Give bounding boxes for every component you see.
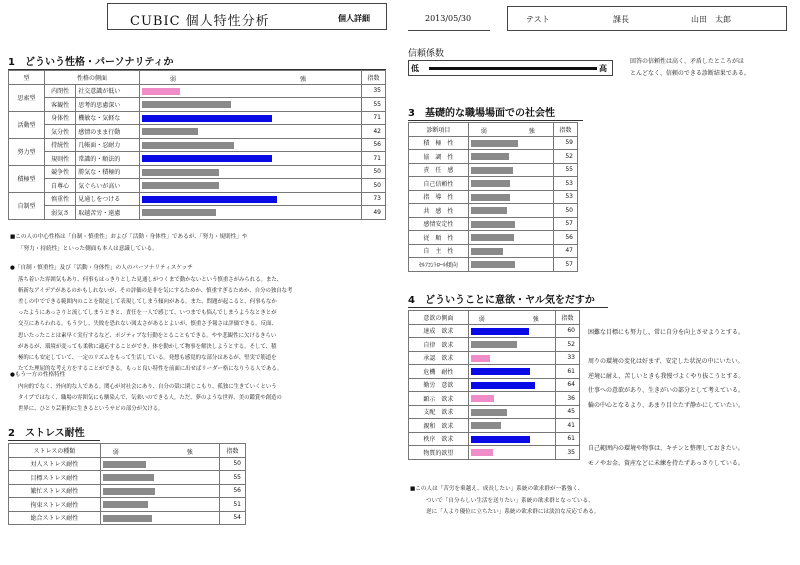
personality-group: 活動型 (9, 111, 45, 138)
motivation-bar-cell (468, 338, 555, 352)
personality-bar (142, 128, 198, 135)
reliability-gauge (429, 67, 597, 70)
personality-index: 50 (362, 165, 386, 179)
stress-label: 繁忙ストレス耐性 (9, 484, 101, 498)
personality-bar-cell (140, 206, 362, 220)
personality-bar-cell (140, 98, 362, 112)
personality-aspect: 規則性 (45, 152, 76, 166)
motivation-index: 36 (556, 392, 580, 406)
social-label: 自己信頼性 (409, 177, 469, 191)
stress-row (9, 498, 246, 512)
motivation-index: 41 (556, 419, 580, 433)
social-row (409, 150, 578, 164)
motivation-row (409, 419, 580, 433)
social-row (409, 244, 578, 258)
personality-index: 71 (362, 152, 386, 166)
stress-index: 56 (220, 484, 246, 498)
personality-index: 56 (362, 138, 386, 152)
stress-bar-cell (100, 471, 219, 485)
motivation-bar-cell (468, 392, 555, 406)
personality-group: 積極型 (9, 165, 45, 192)
social-col-index: 指数 (554, 123, 578, 137)
social-bar (471, 221, 515, 228)
social-index: 47 (554, 244, 578, 258)
social-row (409, 217, 578, 231)
social-index: 50 (554, 204, 578, 218)
motivation-index: 61 (556, 432, 580, 446)
stress-col-index: 指数 (220, 444, 246, 458)
personality-desc: 常識的・順法的 (76, 152, 140, 166)
motivation-bar-cell (468, 446, 555, 460)
personality-desc: 取越苦労・遠慮 (76, 206, 140, 220)
personality-row (9, 125, 386, 139)
stress-bar (103, 488, 155, 495)
social-label: 自 主 性 (409, 244, 469, 258)
stress-label: 対人ストレス耐性 (9, 457, 101, 471)
social-bar (471, 153, 509, 160)
social-label: ｾﾙﾌｺﾝﾄﾛｰﾙ傾向 (409, 258, 469, 272)
social-bar (471, 234, 514, 241)
other-line: 世界に、ひとり芸術的に生きるというサビの部分が欠ける。 (18, 405, 164, 412)
motivation-rows (409, 324, 580, 459)
section3-title: 3 基礎的な職場場面での社会性 (408, 104, 583, 121)
social-bar-cell (468, 204, 553, 218)
personality-aspect: 弱気さ (45, 206, 76, 220)
mot-col-scale (468, 311, 555, 325)
other-line: タイプではなく、職場の雰囲気にも馴染んで、気楽いのできる人。ただ、夢のような世界、美の鑑賞や創造の (18, 394, 282, 401)
col-scale (140, 71, 362, 85)
motivation-bar (471, 449, 493, 456)
motivation-row (409, 392, 580, 406)
personality-row (9, 152, 386, 166)
motivation-label: 達成 欲求 (409, 324, 469, 338)
personality-aspect: 慎重性 (45, 192, 76, 206)
social-rows (409, 136, 578, 271)
stress-col-kind: ストレスの種類 (9, 444, 101, 458)
section4-title: 4 どういうことに意欲・ヤル気をだすか (408, 291, 608, 308)
personality-index: 42 (362, 125, 386, 139)
reliability-text-line1: 回答の信頼性は高く、矛盾したところがほ (630, 58, 744, 65)
sketch-line: 落ち着いた雰囲気もあり、何事もはっきりとした見通しがつくまで動かないという慎重さがみられる。また、 (18, 276, 283, 283)
personality-desc: 思考的思慮深い (76, 98, 140, 112)
motivation-label: 勤労 意欲 (409, 378, 469, 392)
stress-bar-cell (100, 457, 219, 471)
social-bar-cell (468, 244, 553, 258)
reliability-high: 高 (599, 64, 607, 73)
motivation-row (409, 338, 580, 352)
personality-aspect: 客観性 (45, 98, 76, 112)
mot-col-index: 指数 (556, 311, 580, 325)
personality-aspect: 持続性 (45, 138, 76, 152)
motivation-bar (471, 422, 501, 429)
motivation-bar (471, 395, 494, 402)
social-col-scale (468, 123, 553, 137)
personality-bar-cell (140, 192, 362, 206)
motivation-label: 承認 欲求 (409, 351, 469, 365)
personality-bar (142, 209, 216, 216)
page-title: CUBIC 個人特性分析 (130, 14, 270, 29)
motivation-index: 60 (556, 324, 580, 338)
personality-desc: 機敏な・気軽な (76, 111, 140, 125)
social-bar (471, 207, 507, 214)
stress-label: 総合ストレス耐性 (9, 511, 101, 525)
mot-col-aspect: 意欲の側面 (409, 311, 469, 325)
personality-bar (142, 196, 277, 203)
personality-index: 35 (362, 84, 386, 98)
social-row (409, 231, 578, 245)
personality-bar (142, 115, 272, 122)
personality-index: 55 (362, 98, 386, 112)
motivation-bar-cell (468, 378, 555, 392)
personality-bar-cell (140, 165, 362, 179)
motivation-note-line3: 逆に「人より優位に立ちたい」系統の欲求群には淡泊な反応である。 (426, 509, 600, 515)
personality-index: 49 (362, 206, 386, 220)
social-row (409, 163, 578, 177)
mot-strong-label: 強 (532, 316, 539, 323)
motivation-label: 秩序 欲求 (409, 432, 469, 446)
motivation-index: 64 (556, 378, 580, 392)
personality-group: 努力型 (9, 138, 45, 165)
weak-label: 弱 (170, 76, 177, 83)
motivation-comment: 逆境に耐え、苦しいときも我慢づよくやり抜こうとする。 (588, 372, 745, 380)
other-body (10, 382, 390, 416)
social-row (409, 190, 578, 204)
sketch-line: 思いたったことは素早く実行するなど、ポジティブな行動をとることもできる。やや悲観性に欠けるきらい (18, 332, 277, 339)
personality-bar (142, 182, 219, 189)
social-index: 57 (554, 217, 578, 231)
sketch-line: 差しの中でできる範囲内のことを限定して表現してしまう傾向がある。また、問題が起こると、何事もなか (18, 298, 277, 305)
social-label: 従 順 性 (409, 231, 469, 245)
motivation-note (410, 484, 790, 519)
motivation-row (409, 432, 580, 446)
personality-row (9, 98, 386, 112)
stress-row (9, 484, 246, 498)
stress-weak-label: 弱 (112, 449, 119, 456)
motivation-index: 33 (556, 351, 580, 365)
social-bar-cell (468, 163, 553, 177)
motivation-index: 52 (556, 338, 580, 352)
social-label: 積 極 性 (409, 136, 469, 150)
motivation-comment: 自己範囲内の環境や物事は、キチンと整理しておきたい。 (588, 445, 744, 452)
sketch-line: があるが、環境が変っても柔軟に適応することができ、体を動かして物事を解決しようとする。そして、積 (18, 343, 277, 350)
social-label: 協 調 性 (409, 150, 469, 164)
personality-bar-cell (140, 84, 362, 98)
col-type: 型 (9, 71, 45, 85)
personality-desc: 社交意識が低い (76, 84, 140, 98)
social-bar-cell (468, 190, 553, 204)
page-subtitle: 個人詳細 (338, 14, 370, 23)
section2-title: 2 ストレス耐性 (8, 424, 100, 441)
personality-index: 50 (362, 179, 386, 193)
other-line: 内向的でなく、外向的な人である。関心が対社会にあり、自分の殻に閉じこもり、孤独に生きていくという (18, 383, 277, 390)
stress-col-scale (100, 444, 219, 458)
personality-note (10, 232, 388, 255)
motivation-bar (471, 382, 535, 389)
motivation-bar (471, 436, 530, 443)
sketch-title: ●「自制・慎重性」及び「活動・身体性」の人のパーソナリティスケッチ (10, 265, 193, 271)
stress-bar (103, 515, 152, 522)
motivation-label: 顕示 欲求 (409, 392, 469, 406)
social-index: 59 (554, 136, 578, 150)
social-index: 55 (554, 163, 578, 177)
personality-aspect: 競争性 (45, 165, 76, 179)
personality-bar (142, 155, 272, 162)
motivation-comment: モノやお金、資産などに未練を持たずあっさりしている。 (588, 459, 744, 467)
social-index: 52 (554, 150, 578, 164)
motivation-bar-cell (468, 365, 555, 379)
social-row (409, 258, 578, 272)
social-row (409, 136, 578, 150)
social-row (409, 204, 578, 218)
social-index: 53 (554, 190, 578, 204)
social-label: 指 導 性 (409, 190, 469, 204)
motivation-comment: 仕事への意欲があり、生きがいの部分として考えている。 (588, 387, 745, 394)
personality-row (9, 192, 386, 206)
mot-weak-label: 弱 (478, 316, 485, 323)
reliability-text (630, 56, 750, 80)
motivation-label: 危機 耐性 (409, 365, 469, 379)
personality-rows (9, 84, 386, 219)
header-title-box (107, 3, 387, 30)
motivation-label: 親和 欲求 (409, 419, 469, 433)
personality-aspect: 気分性 (45, 125, 76, 139)
social-row (409, 177, 578, 191)
stress-bar-cell (100, 484, 219, 498)
date-underline (408, 30, 490, 31)
motivation-bar-cell (468, 405, 555, 419)
personality-row (9, 84, 386, 98)
sketch-line: ったようにあっさりと流してしまうときと、責任を一人で感じて、いつまでも悩んでしまうようなときとが (18, 310, 277, 317)
motivation-bar-cell (468, 324, 555, 338)
personality-bar (142, 88, 180, 95)
motivation-bar (471, 368, 530, 375)
personality-group: 自制型 (9, 192, 45, 219)
social-bar (471, 180, 511, 187)
social-label: 責 任 感 (409, 163, 469, 177)
stress-bar (103, 474, 154, 481)
sketch-line: たてた理屈的な考え方をすることができる。もっと良い特性を前面に出せばリーダー格になりうる人である。 (18, 366, 283, 373)
motivation-index: 35 (556, 446, 580, 460)
sketch-body (10, 275, 390, 376)
strong-label: 強 (300, 76, 307, 83)
stress-strong-label: 強 (186, 449, 193, 456)
stress-table (8, 443, 246, 525)
stress-index: 54 (220, 511, 246, 525)
personality-bar-cell (140, 125, 362, 139)
motivation-label: 支配 欲求 (409, 405, 469, 419)
motivation-comment: 輪の中心となるより、あまり目立たず静かにしていたい。 (588, 401, 745, 409)
personality-bar (142, 142, 234, 149)
sketch-line: 交互にあらわれる。もう少し、失敗を恐れない図太さがあるとよいが、慎重さ予報さは評価できる。反面、 (18, 321, 277, 328)
motivation-row (409, 351, 580, 365)
sketch-line: 斬新なアイデアがあるのかもしれないが、その評価の是非を気にするためか、慎重すぎるためか、自分の独自な考 (18, 287, 293, 294)
motivation-row (409, 365, 580, 379)
reliability-text-line2: とんどなく、信頼のできる診断結果である。 (630, 70, 750, 77)
personality-row (9, 179, 386, 193)
personality-bar (142, 101, 231, 108)
reliability-low: 低 (411, 64, 419, 73)
personality-row (9, 206, 386, 220)
social-index: 53 (554, 177, 578, 191)
social-bar-cell (468, 258, 553, 272)
reliability-title: 信頼係数 (408, 49, 445, 59)
section1-title: 1 どういう性格・パーソナリティか (8, 53, 386, 70)
motivation-label: 自律 欲求 (409, 338, 469, 352)
stress-row (9, 457, 246, 471)
motivation-bar-cell (468, 432, 555, 446)
social-index: 57 (554, 258, 578, 272)
social-bar (471, 261, 515, 268)
personality-index: 71 (362, 111, 386, 125)
motivation-table (408, 310, 580, 460)
social-bar-cell (468, 231, 553, 245)
personality-row (9, 111, 386, 125)
personality-row (9, 138, 386, 152)
personality-desc: 感情のまま行動 (76, 125, 140, 139)
sketch-block (10, 263, 390, 375)
personality-aspect: 自尊心 (45, 179, 76, 193)
social-label: 共 感 性 (409, 204, 469, 218)
name-label: テスト (526, 15, 550, 24)
reliability-bar (408, 60, 613, 76)
report-date: 2013/05/30 (425, 14, 472, 23)
stress-index: 55 (220, 471, 246, 485)
stress-rows (9, 457, 246, 525)
social-bar (471, 167, 513, 174)
stress-row (9, 471, 246, 485)
other-block (10, 370, 390, 415)
motivation-index: 45 (556, 405, 580, 419)
motivation-bar (471, 341, 517, 348)
social-bar-cell (468, 217, 553, 231)
motivation-row (409, 405, 580, 419)
col-index: 指数 (362, 71, 386, 85)
motivation-row (409, 378, 580, 392)
social-index: 56 (554, 231, 578, 245)
motivation-index: 61 (556, 365, 580, 379)
personality-desc: 見通しをつける (76, 192, 140, 206)
stress-bar-cell (100, 498, 219, 512)
stress-label: 拘束ストレス耐性 (9, 498, 101, 512)
personality-desc: 勝気な・積極的 (76, 165, 140, 179)
personality-desc: 几帳面・忍耐力 (76, 138, 140, 152)
personality-bar-cell (140, 138, 362, 152)
social-strong-label: 強 (528, 128, 535, 135)
motivation-bar-cell (468, 419, 555, 433)
person-name: 山田 太郎 (691, 15, 731, 24)
person-box (507, 6, 787, 31)
motivation-row (409, 324, 580, 338)
motivation-bar (471, 328, 529, 335)
personality-bar (142, 169, 219, 176)
motivation-note-line1: ■この人は「苦労を乗越え、成長したい」系統の欲求群が一番強く、 (410, 486, 584, 492)
personality-desc: 気ぐらいが高い (76, 179, 140, 193)
col-aspect: 性格の側面 (45, 71, 140, 85)
motivation-label: 物質的欲望 (409, 446, 469, 460)
position: 課長 (613, 15, 629, 24)
stress-row (9, 511, 246, 525)
motivation-comment: 周りの環境の変化は好まず、安定した状況の中にいたい。 (588, 358, 744, 365)
motivation-comment: 困難な目標にも努力し、常に自分を向上させようとする。 (588, 329, 745, 336)
social-table (408, 122, 578, 272)
personality-aspect: 内閉性 (45, 84, 76, 98)
stress-bar (103, 461, 147, 468)
personality-note-line1: ■この人の中心性格は「自制・慎重性」および「活動・身体性」であるが、「努力・規則性」や (10, 234, 248, 240)
motivation-row (409, 446, 580, 460)
stress-bar (103, 501, 148, 508)
personality-group: 思索型 (9, 84, 45, 111)
personality-row (9, 165, 386, 179)
personality-bar-cell (140, 152, 362, 166)
stress-index: 51 (220, 498, 246, 512)
social-weak-label: 弱 (480, 128, 487, 135)
social-bar-cell (468, 150, 553, 164)
personality-bar-cell (140, 179, 362, 193)
stress-index: 50 (220, 457, 246, 471)
motivation-bar (471, 409, 507, 416)
social-bar (471, 248, 503, 255)
social-bar (471, 140, 518, 147)
personality-note-line2: 「努力・持続性」といった側面も本人は意識している。 (18, 245, 158, 252)
personality-index: 73 (362, 192, 386, 206)
social-bar-cell (468, 177, 553, 191)
personality-bar-cell (140, 111, 362, 125)
stress-label: 目標ストレス耐性 (9, 471, 101, 485)
social-bar-cell (468, 136, 553, 150)
other-title: ●もう一方の性格特性 (10, 372, 66, 378)
social-col-item: 診断項目 (409, 123, 469, 137)
sketch-line: 極的にも安定していて、一定のリズムをもって生活している。発想も感覚的な部分はあるが、堅実で筋道を (18, 354, 277, 361)
social-bar (471, 194, 511, 201)
social-label: 感情安定性 (409, 217, 469, 231)
motivation-note-line2: ついで「自分らしい生活を送りたい」系統の欲求群となっている、 (426, 497, 594, 504)
personality-aspect: 身体性 (45, 111, 76, 125)
stress-bar-cell (100, 511, 219, 525)
motivation-bar-cell (468, 351, 555, 365)
motivation-bar (471, 355, 490, 362)
personality-table (8, 70, 386, 220)
